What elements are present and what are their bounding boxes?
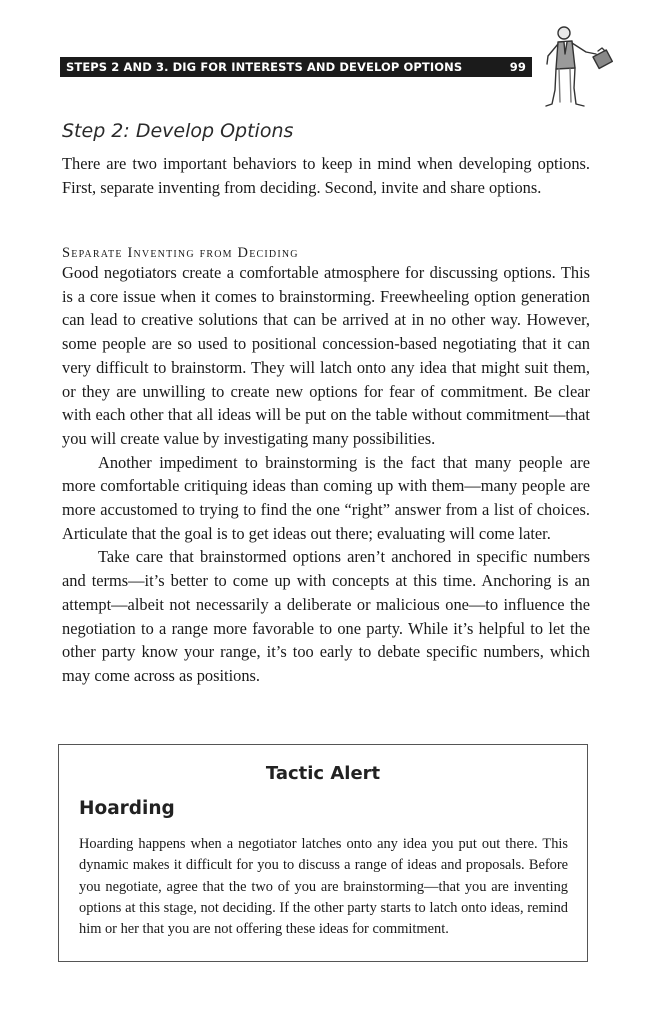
- running-header: [60, 57, 532, 77]
- tactic-alert-text: Hoarding happens when a negotiator latches onto any idea you put out there. This dynamic makes it difficult for you to discuss a range of ideas and proposals. Before you negotiate, agree that the two of you are brainstorming—that you are inventing options at this stage, not deciding. If the other party starts to latch onto ideas, remind him or her that you are not offering these ideas for commitment.: [79, 836, 568, 938]
- section-body: [62, 261, 590, 688]
- page-number: 99: [509, 60, 526, 74]
- step-heading: Step 2: Develop Options: [62, 120, 294, 142]
- businessman-briefcase-icon: [538, 20, 622, 112]
- tactic-alert-subtitle: Hoarding: [79, 798, 175, 819]
- body-paragraph: Take care that brainstormed options aren’t anchored in specific numbers and terms—it’s better to come up with concepts at this time. Anchoring is an attempt—albeit not necessarily a deliberate or malicious one—to influence the negotiation to a range more favorable to one party. While it’s helpful to let the other party know your range, it’s too early to debate specific numbers, which may come across as positions.: [62, 547, 590, 685]
- section-heading: Separate Inventing from Deciding: [62, 245, 299, 261]
- body-paragraph: Another impediment to brainstorming is the fact that many people are more comfortable critiquing ideas than coming up with them—many people are more accustomed to trying to find the one “right” answer from a list of choices. Articulate that the goal is to get ideas out there; evaluating will come later.: [62, 452, 590, 543]
- body-paragraph: Good negotiators create a comfortable atmosphere for discussing options. This is a core issue when it comes to brainstorming. Freewheeling option generation can lead to creative solutions that can be arrived at in no other way. However, some people are so used to positional concession-based negotiating that it can very difficult to brainstorm. They will latch onto any idea that might suit them, or they are unwilling to create new options for fear of commitment. Be clear with each other that all ideas will be put on the table without commitment—that you will create value by investigating many possibilities.: [62, 263, 590, 448]
- tactic-alert-box: [58, 744, 588, 962]
- running-header-title: STEPS 2 AND 3. DIG FOR INTERESTS AND DEVELOP OPTIONS: [66, 60, 463, 74]
- tactic-alert-title: Tactic Alert: [265, 763, 381, 784]
- intro-paragraph: There are two important behaviors to keep in mind when developing options. First, separate inventing from deciding. Second, invite and share options.: [62, 154, 590, 197]
